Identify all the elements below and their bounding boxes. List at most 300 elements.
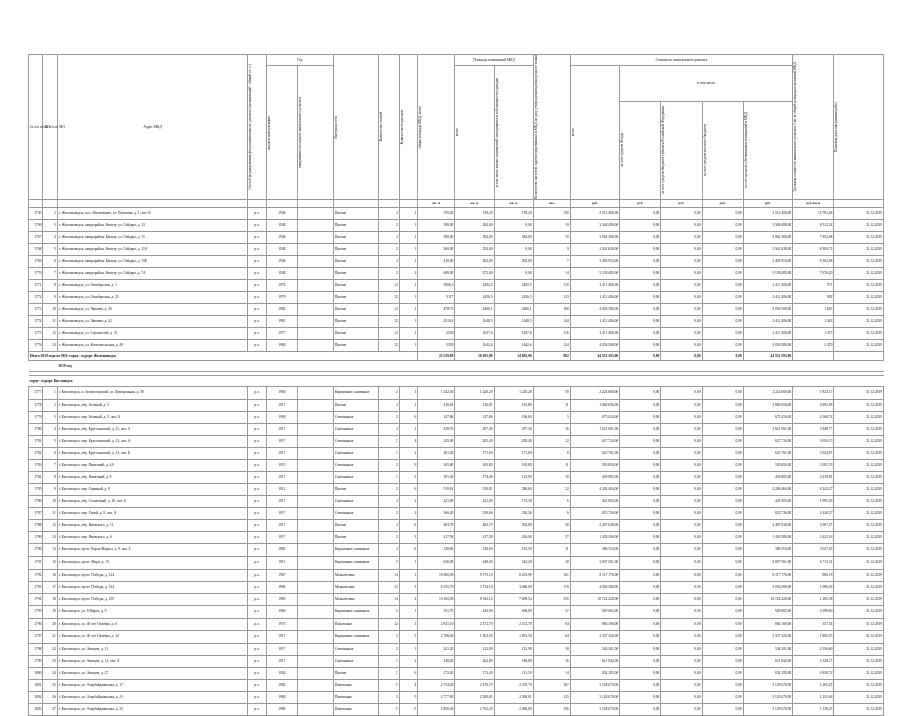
table-cell: 3117 (418, 291, 455, 303)
table-cell: 3 480,00 (494, 581, 533, 593)
table-cell: 971 (793, 279, 834, 291)
table-cell: 2 (379, 507, 400, 519)
address-cell: г. Железноводск, микрорайон. Бештау, ул. Гайдара, д. 15Б (57, 255, 248, 267)
table-cell: 3 128 670,00 (743, 703, 792, 715)
table-cell: 1948 (266, 255, 297, 267)
table-cell: 5 (379, 691, 400, 703)
table-cell: 167 (533, 679, 570, 691)
table-cell: 354,00 (455, 243, 494, 255)
table-cell: р.о. (248, 531, 267, 543)
table-cell: 0,00 (620, 605, 661, 618)
table-cell: 14 (379, 569, 400, 581)
section-label: город - курорт Кисловодск (29, 375, 884, 386)
table-cell: 3 581,76 (793, 459, 834, 471)
table-cell: 0,00 (494, 243, 533, 255)
table-cell: 3 634,97 (793, 447, 834, 459)
table-cell: 3 (399, 630, 418, 643)
table-cell: 5 (533, 411, 570, 423)
table-cell: 150 (533, 207, 570, 219)
table-cell: 31.12.2019 (834, 691, 884, 703)
table-cell: 0,00 (661, 605, 702, 618)
table-cell: р.о. (248, 605, 267, 618)
address-cell: г. Кисловодск, п. Зеленогорский, ул. Центральная, д. 58 (57, 386, 248, 399)
table-cell: Прочие (333, 207, 378, 219)
table-cell: 1770 (29, 267, 43, 279)
table-cell: 1900 (266, 411, 297, 423)
table-cell: р.о. (248, 339, 267, 351)
table-cell: 0,00 (661, 267, 702, 279)
table-cell (297, 703, 333, 715)
table-cell: 1772 (29, 291, 43, 303)
header-cost-owners: за счет средств собственников помещений в МКД (743, 112, 748, 189)
table-cell: 428,76 (418, 423, 455, 435)
address-cell: г. Кисловодск, ул. Азербайджанская, д. 23 (57, 703, 248, 715)
table-cell: 0,00 (661, 691, 702, 703)
table-cell: 2 762,20 (455, 703, 494, 715)
unit-cell: чел. (533, 199, 570, 207)
table-cell: Прочие (333, 315, 378, 327)
table-cell: 1802 (29, 691, 43, 703)
address-cell: г. Кисловодск, ул. Азербайджанская, д. 17 (57, 679, 248, 691)
table-row (29, 679, 884, 691)
unit-cell: руб. (743, 199, 792, 207)
header-address: Адрес МКД (57, 55, 248, 200)
table-cell: 84 (533, 618, 570, 630)
table-cell: р.о. (248, 279, 267, 291)
table-cell: 544 301,00 (743, 643, 792, 655)
table-cell (297, 495, 333, 507)
table-cell: 0,00 (620, 655, 661, 667)
table-subtotal (29, 351, 884, 386)
subtotal-cell: 0,00 (661, 351, 702, 360)
table-cell: 1779 (29, 411, 43, 423)
table-cell: р.о. (248, 483, 267, 495)
table-cell: 7 (533, 255, 570, 267)
table-cell: 12 (379, 315, 400, 327)
address-cell: г. Кисловодск, ул. Азербайджанская, д. 21 (57, 691, 248, 703)
table-cell: 4 892,09 (793, 399, 834, 411)
table-cell: Кирпичные, каменные (333, 630, 378, 643)
table-cell: 0,00 (661, 243, 702, 255)
table-header (29, 55, 884, 208)
table-cell: 3 (379, 605, 400, 618)
table-cell: 416,00 (494, 531, 533, 543)
table-cell: 1745 (29, 207, 43, 219)
table-cell: 15 (43, 556, 57, 569)
table-cell: 27 (43, 703, 57, 715)
table-row (29, 581, 884, 593)
table-cell (297, 399, 333, 411)
table-cell: 0,00 (702, 315, 743, 327)
table-cell: 0,00 (702, 679, 743, 691)
table-cell: 7 699,54 (494, 593, 533, 605)
section-row (29, 375, 884, 386)
table-cell: 31.12.2019 (834, 569, 884, 581)
table-cell: 2510,4 (418, 315, 455, 327)
table-cell: 165,80 (418, 459, 455, 471)
table-cell: 2 (379, 543, 400, 556)
capital-repair-plan-sheet (28, 54, 884, 716)
table-cell: 2456,5 (455, 291, 494, 303)
table-cell: 128,60 (455, 543, 494, 556)
table-cell: 1917 (266, 447, 297, 459)
table-cell: 0,00 (620, 231, 661, 243)
table-cell: 31.12.2019 (834, 303, 884, 315)
table-cell: 0,00 (702, 543, 743, 556)
table-cell: 675 410,00 (570, 411, 619, 423)
address-cell: г. Кисловодск, пр-кт. Победы, д. 134 (57, 581, 248, 593)
table-cell: 0,00 (661, 411, 702, 423)
table-cell: 0,00 (661, 643, 702, 655)
table-cell: 1982 (266, 303, 297, 315)
table-cell: 1881 (266, 543, 297, 556)
table-cell: 221,20 (418, 643, 455, 655)
table-cell: 1985 (266, 593, 297, 605)
table-cell: 31.12.2019 (834, 655, 884, 667)
table-cell: 1981 (266, 315, 297, 327)
table-cell: 0,00 (620, 703, 661, 715)
table-cell: 1 (399, 556, 418, 569)
table-cell: 1648,5 (455, 315, 494, 327)
table-cell: 2 (399, 267, 418, 279)
table-cell: 0,00 (661, 543, 702, 556)
table-cell: 0,00 (620, 255, 661, 267)
table-cell: р.о. (248, 399, 267, 411)
table-row (29, 459, 884, 471)
table-cell: 0,00 (620, 411, 661, 423)
table-cell: 1 800,55 (793, 630, 834, 643)
table-cell: 1789 (29, 531, 43, 543)
table-cell: 1798 (29, 643, 43, 655)
subtotal-label: Итого 2019 года по МО: город - курорт Железноводск (29, 351, 418, 360)
table-cell: 31.12.2019 (834, 531, 884, 543)
table-cell: 159,20 (418, 207, 455, 219)
table-cell: 9 (399, 459, 418, 471)
table-cell: 0,00 (661, 630, 702, 643)
table-cell (297, 556, 333, 569)
table-cell: 2 556,60 (793, 643, 834, 655)
table-cell: 3 128 670,00 (570, 679, 619, 691)
table-cell: 0,00 (620, 569, 661, 581)
table-cell (297, 569, 333, 581)
table-cell: 2 500,01 (455, 691, 494, 703)
address-cell: г. Кисловодск, пер. Зеленый, д. 5, лит. А (57, 411, 248, 423)
table-cell: р.о. (248, 507, 267, 519)
table-cell: р.о. (248, 543, 267, 556)
table-cell: 8 (43, 279, 57, 291)
table-cell: 2 754,40 (418, 679, 455, 691)
table-body-kislovodsk (29, 386, 884, 715)
table-cell: 1 (399, 231, 418, 243)
table-cell: 0,00 (702, 483, 743, 495)
table-cell: р.о. (248, 471, 267, 483)
table-cell: 1783 (29, 459, 43, 471)
table-cell: 0,00 (661, 618, 702, 630)
table-cell: 611 842,00 (743, 655, 792, 667)
unit-cell: руб. (620, 199, 661, 207)
table-cell: 1 995,49 (793, 495, 834, 507)
table-cell (297, 691, 333, 703)
table-cell: 171,60 (455, 447, 494, 459)
table-cell: 2 428,57 (793, 507, 834, 519)
table-cell (297, 207, 333, 219)
table-cell: 26 (43, 691, 57, 703)
table-cell: 4 056 580,00 (570, 339, 619, 351)
table-cell (297, 303, 333, 315)
table-row (29, 255, 884, 267)
table-cell: 1771 (29, 279, 43, 291)
table-cell: 216,81 (418, 399, 455, 411)
table-cell: 0,00 (702, 495, 743, 507)
table-cell: 6 713,31 (793, 556, 834, 569)
table-cell: 28 (533, 556, 570, 569)
table-cell: 0,00 (661, 703, 702, 715)
table-cell: 1800 (29, 667, 43, 679)
table-cell: 384,00 (455, 231, 494, 243)
table-cell: 8 512,24 (793, 219, 834, 231)
table-cell: 8 117 176,00 (743, 569, 792, 581)
table-cell: 181,30 (418, 471, 455, 483)
table-cell: 593 850,00 (743, 459, 792, 471)
table-cell: 1917 (266, 399, 297, 411)
table-cell: р.о. (248, 679, 267, 691)
table-cell: 119 (533, 279, 570, 291)
address-cell: г. Кисловодск, ул. Аишцев, д. 27 (57, 667, 248, 679)
table-row (29, 655, 884, 667)
table-cell: 17 (43, 581, 57, 593)
header-material: Материал стен (333, 115, 338, 139)
header-fund: Способ формирования фонда капитального ремонта (специальный / общий сч. о.) (248, 64, 253, 190)
table-cell: 1777 (29, 386, 43, 399)
table-cell: 0,00 (661, 219, 702, 231)
table-cell: 4 967,27 (793, 519, 834, 531)
table-cell (297, 507, 333, 519)
table-cell (297, 531, 333, 543)
table-cell (297, 231, 333, 243)
address-cell: г. Кисловодск, пер. Пикетный, д. 4А (57, 459, 248, 471)
table-cell: Кирпичные, каменные (333, 386, 378, 399)
table-cell: 1915 (266, 459, 297, 471)
table-cell: 531,70 (418, 605, 455, 618)
table-cell: 680,00 (418, 267, 455, 279)
table-cell: 31.12.2019 (834, 593, 884, 605)
table-cell: 1917 (266, 507, 297, 519)
table-cell: 2 (379, 423, 400, 435)
table-cell: 1642,6 (455, 339, 494, 351)
address-cell: г. Железноводск, ул. Комсомольская, д. 28 (57, 339, 248, 351)
table-cell: 0,00 (661, 291, 702, 303)
table-cell: 0,00 (702, 593, 743, 605)
table-cell: 2 941 638,00 (743, 243, 792, 255)
table-cell: 2 470,70 (494, 679, 533, 691)
table-row (29, 386, 884, 399)
table-cell: 1 (399, 291, 418, 303)
table-cell: 31.12.2019 (834, 267, 884, 279)
table-cell: Монолитные (333, 569, 378, 581)
table-row (29, 291, 884, 303)
table-cell: 0,00 (702, 207, 743, 219)
table-cell: 0,00 (620, 556, 661, 569)
table-cell: 31.12.2019 (834, 279, 884, 291)
table-cell: р.о. (248, 386, 267, 399)
table-cell: 31.12.2019 (834, 459, 884, 471)
table-cell: 627 734,00 (743, 435, 792, 447)
table-cell: р.о. (248, 581, 267, 593)
table-cell: 0,00 (702, 459, 743, 471)
table-cell: 417,58 (455, 531, 494, 543)
table-cell: 1974 (266, 279, 297, 291)
table-cell: 0,00 (620, 459, 661, 471)
table-cell (297, 315, 333, 327)
table-cell: 386 354,00 (570, 543, 619, 556)
unit-cell: руб./кв.м (793, 199, 834, 207)
table-cell: 14 (379, 593, 400, 605)
table-cell: 2 788,40 (418, 630, 455, 643)
table-cell: 330,36 (494, 507, 533, 519)
table-cell: 5 (399, 691, 418, 703)
table-cell: 2 470 (793, 339, 834, 351)
table-cell: 0,00 (661, 447, 702, 459)
table-row (29, 219, 884, 231)
table-cell (297, 643, 333, 655)
table-cell: 1917 (266, 643, 297, 655)
table-cell: 441 003,00 (743, 495, 792, 507)
table-cell: 31.12.2019 (834, 667, 884, 679)
table-cell: 31.12.2019 (834, 556, 884, 569)
table-cell: Панельные (333, 703, 378, 715)
table-cell: 0,00 (702, 691, 743, 703)
table-cell: 2 411 406,00 (570, 315, 619, 327)
table-cell: 1787 (29, 507, 43, 519)
table-cell: 2492,5 (494, 279, 533, 291)
table-cell: 12 (379, 581, 400, 593)
table-cell: 0,00 (661, 207, 702, 219)
header-cost-fund: за счет средств Фонда (620, 133, 625, 168)
table-cell: 3 128 670,00 (570, 703, 619, 715)
table-cell: 0,00 (702, 255, 743, 267)
table-cell: 1 (399, 315, 418, 327)
table-cell: 441 003,00 (570, 495, 619, 507)
address-cell: г. Кисловодск, ул. 40 лет Октября, д. 24 (57, 630, 248, 643)
table-cell: 3 (43, 219, 57, 231)
table-cell: 834 195,00 (743, 667, 792, 679)
table-cell: 52 (533, 483, 570, 495)
table-cell: 0,00 (661, 593, 702, 605)
subtotal-cell: 0,00 (702, 351, 743, 360)
table-cell: 9 (533, 243, 570, 255)
table-cell: 1 (379, 471, 400, 483)
table-cell: 1 (399, 569, 418, 581)
table-row (29, 507, 884, 519)
table-cell: 2 (379, 519, 400, 531)
address-cell: г. Кисловодск, пер. Яновского, д. 6 (57, 531, 248, 543)
table-cell: 2466,1 (455, 303, 494, 315)
table-cell: 1 285,38 (793, 593, 834, 605)
table-cell: 0,00 (702, 399, 743, 411)
table-cell: 544 301,00 (570, 643, 619, 655)
table-cell: 31.12.2019 (834, 207, 884, 219)
table-cell: 1782 (29, 447, 43, 459)
table-cell (297, 327, 333, 339)
table-cell: 31.12.2019 (834, 291, 884, 303)
table-cell: 2 411 406,00 (743, 279, 792, 291)
address-cell: г. Железноводск, микрорайон. Бештау, ул. Гайдара, д. 13 (57, 219, 248, 231)
table-cell: 2 (379, 243, 400, 255)
table-cell: 2 470,70 (455, 679, 494, 691)
table-cell: 982 (793, 291, 834, 303)
table-cell: Прочие (333, 339, 378, 351)
table-cell: 0,00 (661, 327, 702, 339)
table-cell: 1917 (266, 630, 297, 643)
table-cell: 5 158 405,00 (743, 267, 792, 279)
table-cell (297, 339, 333, 351)
table-cell: р.о. (248, 315, 267, 327)
header-area-total: всего (455, 128, 460, 137)
table-cell: 1 220,20 (494, 386, 533, 399)
table-cell: 0,00 (661, 279, 702, 291)
header-year-built: ввода в эксплуатацию (266, 115, 271, 150)
table-cell: 24 (43, 667, 57, 679)
table-cell: 3 (379, 630, 400, 643)
table-cell: Прочие (333, 255, 378, 267)
table-cell: 2 941 638,00 (570, 243, 619, 255)
table-cell: 12 (43, 519, 57, 531)
table-cell: 4 (43, 423, 57, 435)
table-cell: 3 056,15 (793, 435, 834, 447)
table-row (29, 703, 884, 715)
table-cell: 3 425,16 (793, 531, 834, 543)
address-cell: г. Кисловодск, пер. Крестьянский, д. 11, лит. А (57, 423, 248, 435)
table-cell: 1 (399, 605, 418, 618)
table-cell: 1 (379, 435, 400, 447)
table-cell: 2 (379, 483, 400, 495)
table-cell: 31.12.2019 (834, 231, 884, 243)
table-row (29, 630, 884, 643)
table-cell: 174,40 (455, 471, 494, 483)
table-row (29, 643, 884, 655)
table-cell: 31.12.2019 (834, 581, 884, 593)
table-row (29, 327, 884, 339)
table-cell: 50 (533, 386, 570, 399)
header-incl-group: в том числе (620, 66, 793, 102)
table-cell: 2 472,70 (494, 618, 533, 630)
table-cell: 9 175,10 (455, 569, 494, 581)
table-row (29, 483, 884, 495)
table-cell: Прочие (333, 267, 378, 279)
table-cell: 125 (533, 691, 570, 703)
table-cell: 3 128 670,00 (743, 691, 792, 703)
table-cell: 170 (533, 581, 570, 593)
table-cell: 1 (399, 618, 418, 630)
address-cell: г. Железноводск, микрорайон. Бештау, ул. Гайдара, д. 15А (57, 243, 248, 255)
table-cell: 20 (43, 618, 57, 630)
table-cell: 0,00 (702, 655, 743, 667)
table-cell: 2 407 638,00 (570, 519, 619, 531)
table-cell: 31.12.2019 (834, 507, 884, 519)
table-row (29, 593, 884, 605)
table-cell: 0,00 (661, 581, 702, 593)
table-cell (297, 519, 333, 531)
table-cell: 1 (399, 279, 418, 291)
table-cell: 12 (379, 339, 400, 351)
table-cell: р.о. (248, 691, 267, 703)
table-cell: 31.12.2019 (834, 618, 884, 630)
table-cell: 1778 (29, 399, 43, 411)
table-cell: 3 (399, 471, 418, 483)
address-cell: г. Кисловодск, пер. Крестьянский, д. 13, лит. Б (57, 447, 248, 459)
table-cell: 225,00 (418, 435, 455, 447)
header-area-living: в том числе жилых помещений, находящихся в собственности граждан (494, 77, 499, 187)
